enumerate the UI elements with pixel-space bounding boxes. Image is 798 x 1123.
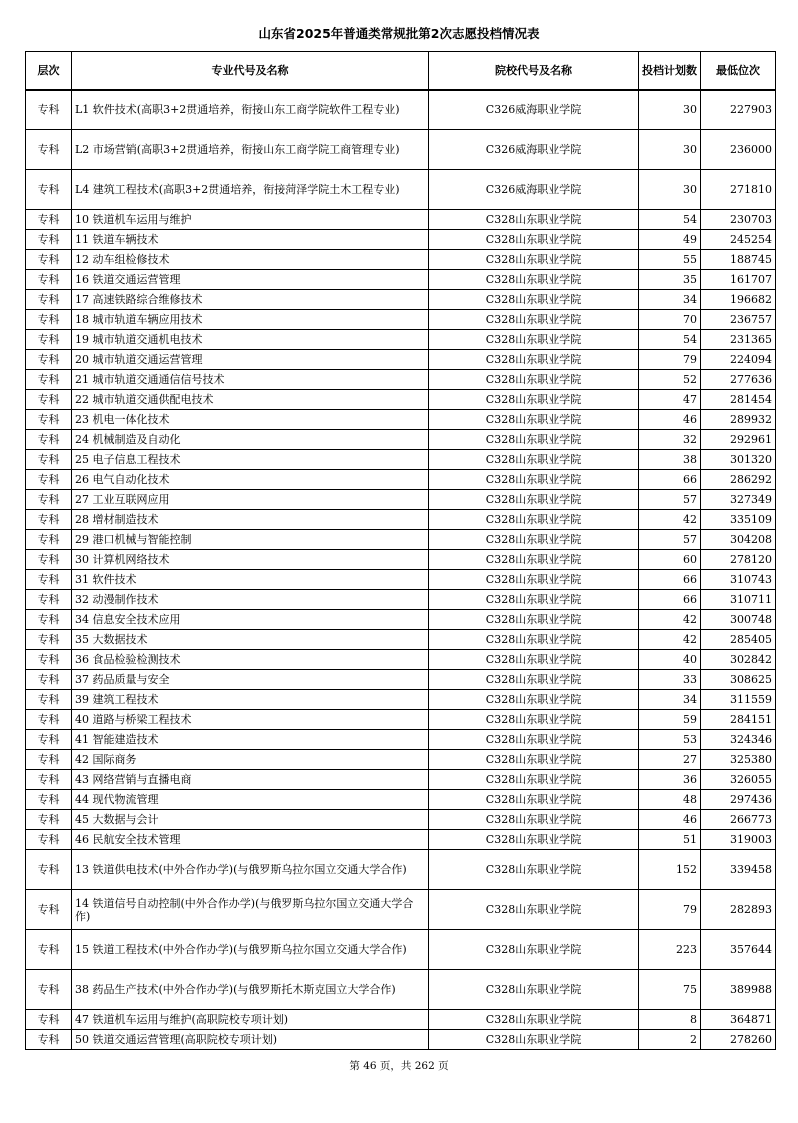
cell-level: 专科 xyxy=(26,490,72,510)
cell-level: 专科 xyxy=(26,170,72,210)
cell-level: 专科 xyxy=(26,370,72,390)
cell-plan: 36 xyxy=(639,770,701,790)
cell-min-rank: 284151 xyxy=(701,710,776,730)
table-row xyxy=(26,530,776,550)
cell-level: 专科 xyxy=(26,570,72,590)
cell-min-rank: 389988 xyxy=(701,970,776,1010)
cell-plan: 66 xyxy=(639,570,701,590)
cell-school: C328山东职业学院 xyxy=(429,350,639,370)
table-row xyxy=(26,730,776,750)
cell-min-rank: 266773 xyxy=(701,810,776,830)
table-row xyxy=(26,670,776,690)
cell-school: C328山东职业学院 xyxy=(429,570,639,590)
cell-min-rank: 230703 xyxy=(701,210,776,230)
cell-school: C328山东职业学院 xyxy=(429,850,639,890)
cell-plan: 49 xyxy=(639,230,701,250)
cell-school: C328山东职业学院 xyxy=(429,550,639,570)
cell-min-rank: 196682 xyxy=(701,290,776,310)
cell-plan: 57 xyxy=(639,530,701,550)
cell-plan: 27 xyxy=(639,750,701,770)
cell-min-rank: 188745 xyxy=(701,250,776,270)
cell-major: 17 高速铁路综合维修技术 xyxy=(72,290,429,310)
cell-major: 11 铁道车辆技术 xyxy=(72,230,429,250)
cell-major: 37 药品质量与安全 xyxy=(72,670,429,690)
cell-level: 专科 xyxy=(26,230,72,250)
table-row xyxy=(26,890,776,930)
cell-school: C328山东职业学院 xyxy=(429,330,639,350)
cell-min-rank: 304208 xyxy=(701,530,776,550)
cell-level: 专科 xyxy=(26,730,72,750)
cell-major: 19 城市轨道交通机电技术 xyxy=(72,330,429,350)
cell-level: 专科 xyxy=(26,430,72,450)
cell-plan: 55 xyxy=(639,250,701,270)
table-row xyxy=(26,750,776,770)
cell-school: C328山东职业学院 xyxy=(429,470,639,490)
cell-major: 40 道路与桥梁工程技术 xyxy=(72,710,429,730)
cell-major: 20 城市轨道交通运营管理 xyxy=(72,350,429,370)
cell-plan: 2 xyxy=(639,1030,701,1050)
cell-major: 28 增材制造技术 xyxy=(72,510,429,530)
cell-major: 12 动车组检修技术 xyxy=(72,250,429,270)
cell-plan: 51 xyxy=(639,830,701,850)
cell-plan: 79 xyxy=(639,890,701,930)
table-row xyxy=(26,310,776,330)
cell-major: 39 建筑工程技术 xyxy=(72,690,429,710)
cell-level: 专科 xyxy=(26,450,72,470)
cell-level: 专科 xyxy=(26,810,72,830)
cell-school: C328山东职业学院 xyxy=(429,390,639,410)
page-title: 山东省2025年普通类常规批第2次志愿投档情况表 xyxy=(258,26,540,41)
cell-plan: 34 xyxy=(639,690,701,710)
cell-plan: 42 xyxy=(639,630,701,650)
cell-major: 30 计算机网络技术 xyxy=(72,550,429,570)
cell-min-rank: 300748 xyxy=(701,610,776,630)
cell-school: C326威海职业学院 xyxy=(429,170,639,210)
cell-major: 23 机电一体化技术 xyxy=(72,410,429,430)
cell-major: 13 铁道供电技术(中外合作办学)(与俄罗斯乌拉尔国立交通大学合作) xyxy=(72,850,429,890)
table-row xyxy=(26,270,776,290)
cell-major: 10 铁道机车运用与维护 xyxy=(72,210,429,230)
cell-major: 31 软件技术 xyxy=(72,570,429,590)
table-row xyxy=(26,510,776,530)
cell-min-rank: 236000 xyxy=(701,130,776,170)
cell-level: 专科 xyxy=(26,1030,72,1050)
cell-min-rank: 278120 xyxy=(701,550,776,570)
header-plan: 投档计划数 xyxy=(639,52,701,90)
cell-level: 专科 xyxy=(26,790,72,810)
cell-min-rank: 364871 xyxy=(701,1010,776,1030)
cell-major: 34 信息安全技术应用 xyxy=(72,610,429,630)
cell-level: 专科 xyxy=(26,350,72,370)
cell-min-rank: 282893 xyxy=(701,890,776,930)
cell-level: 专科 xyxy=(26,390,72,410)
table-row xyxy=(26,650,776,670)
table-body xyxy=(26,90,776,1050)
table-row xyxy=(26,450,776,470)
table-row xyxy=(26,830,776,850)
cell-school: C328山东职业学院 xyxy=(429,630,639,650)
cell-major: 26 电气自动化技术 xyxy=(72,470,429,490)
cell-major: 46 民航安全技术管理 xyxy=(72,830,429,850)
cell-level: 专科 xyxy=(26,690,72,710)
cell-school: C328山东职业学院 xyxy=(429,890,639,930)
cell-major: 38 药品生产技术(中外合作办学)(与俄罗斯托木斯克国立大学合作) xyxy=(72,970,429,1010)
cell-school: C328山东职业学院 xyxy=(429,930,639,970)
cell-plan: 42 xyxy=(639,610,701,630)
table-row xyxy=(26,290,776,310)
cell-major: 45 大数据与会计 xyxy=(72,810,429,830)
cell-min-rank: 327349 xyxy=(701,490,776,510)
cell-plan: 30 xyxy=(639,170,701,210)
cell-major: 50 铁道交通运营管理(高职院校专项计划) xyxy=(72,1030,429,1050)
cell-school: C328山东职业学院 xyxy=(429,830,639,850)
cell-major: 29 港口机械与智能控制 xyxy=(72,530,429,550)
cell-major: 24 机械制造及自动化 xyxy=(72,430,429,450)
cell-plan: 152 xyxy=(639,850,701,890)
cell-min-rank: 339458 xyxy=(701,850,776,890)
cell-min-rank: 231365 xyxy=(701,330,776,350)
cell-plan: 75 xyxy=(639,970,701,1010)
cell-school: C328山东职业学院 xyxy=(429,510,639,530)
cell-min-rank: 310711 xyxy=(701,590,776,610)
cell-plan: 30 xyxy=(639,130,701,170)
cell-plan: 223 xyxy=(639,930,701,970)
table-row xyxy=(26,970,776,1010)
cell-min-rank: 285405 xyxy=(701,630,776,650)
table-row xyxy=(26,770,776,790)
cell-major: 32 动漫制作技术 xyxy=(72,590,429,610)
table-row xyxy=(26,410,776,430)
header-school: 院校代号及名称 xyxy=(429,52,639,90)
cell-min-rank: 302842 xyxy=(701,650,776,670)
cell-major: 36 食品检验检测技术 xyxy=(72,650,429,670)
cell-school: C328山东职业学院 xyxy=(429,670,639,690)
table-row xyxy=(26,350,776,370)
cell-level: 专科 xyxy=(26,710,72,730)
cell-major: L1 软件技术(高职3+2贯通培养，衔接山东工商学院软件工程专业) xyxy=(72,90,429,130)
table-row xyxy=(26,590,776,610)
cell-min-rank: 297436 xyxy=(701,790,776,810)
cell-major: 18 城市轨道车辆应用技术 xyxy=(72,310,429,330)
table-row xyxy=(26,850,776,890)
table-row xyxy=(26,210,776,230)
table-header-row xyxy=(26,52,776,90)
table-row xyxy=(26,790,776,810)
cell-plan: 40 xyxy=(639,650,701,670)
cell-min-rank: 236757 xyxy=(701,310,776,330)
cell-min-rank: 311559 xyxy=(701,690,776,710)
cell-plan: 46 xyxy=(639,810,701,830)
cell-school: C328山东职业学院 xyxy=(429,710,639,730)
cell-level: 专科 xyxy=(26,530,72,550)
table-row xyxy=(26,250,776,270)
header-level: 层次 xyxy=(26,52,72,90)
table-row xyxy=(26,630,776,650)
table-row xyxy=(26,930,776,970)
table-row xyxy=(26,390,776,410)
cell-min-rank: 292961 xyxy=(701,430,776,450)
cell-major: 35 大数据技术 xyxy=(72,630,429,650)
cell-major: 14 铁道信号自动控制(中外合作办学)(与俄罗斯乌拉尔国立交通大学合作) xyxy=(72,890,429,930)
cell-major: 42 国际商务 xyxy=(72,750,429,770)
table-row xyxy=(26,90,776,130)
cell-plan: 54 xyxy=(639,210,701,230)
cell-school: C328山东职业学院 xyxy=(429,410,639,430)
cell-school: C328山东职业学院 xyxy=(429,490,639,510)
cell-min-rank: 310743 xyxy=(701,570,776,590)
cell-level: 专科 xyxy=(26,270,72,290)
cell-school: C328山东职业学院 xyxy=(429,530,639,550)
cell-school: C326威海职业学院 xyxy=(429,90,639,130)
cell-school: C328山东职业学院 xyxy=(429,610,639,630)
table-row xyxy=(26,370,776,390)
table-row xyxy=(26,610,776,630)
cell-level: 专科 xyxy=(26,890,72,930)
cell-school: C328山东职业学院 xyxy=(429,250,639,270)
cell-school: C328山东职业学院 xyxy=(429,690,639,710)
cell-plan: 66 xyxy=(639,590,701,610)
cell-school: C328山东职业学院 xyxy=(429,790,639,810)
cell-school: C328山东职业学院 xyxy=(429,770,639,790)
admission-table xyxy=(25,51,776,1050)
cell-plan: 60 xyxy=(639,550,701,570)
cell-plan: 79 xyxy=(639,350,701,370)
table-row xyxy=(26,690,776,710)
cell-min-rank: 301320 xyxy=(701,450,776,470)
cell-level: 专科 xyxy=(26,630,72,650)
cell-level: 专科 xyxy=(26,330,72,350)
cell-plan: 35 xyxy=(639,270,701,290)
cell-major: 21 城市轨道交通通信信号技术 xyxy=(72,370,429,390)
table-row xyxy=(26,710,776,730)
cell-school: C328山东职业学院 xyxy=(429,450,639,470)
cell-level: 专科 xyxy=(26,670,72,690)
cell-plan: 48 xyxy=(639,790,701,810)
cell-level: 专科 xyxy=(26,510,72,530)
cell-level: 专科 xyxy=(26,310,72,330)
cell-level: 专科 xyxy=(26,650,72,670)
cell-level: 专科 xyxy=(26,90,72,130)
cell-major: L4 建筑工程技术(高职3+2贯通培养，衔接菏泽学院土木工程专业) xyxy=(72,170,429,210)
table-row xyxy=(26,570,776,590)
cell-level: 专科 xyxy=(26,970,72,1010)
cell-min-rank: 286292 xyxy=(701,470,776,490)
cell-level: 专科 xyxy=(26,850,72,890)
cell-min-rank: 278260 xyxy=(701,1030,776,1050)
cell-major: 16 铁道交通运营管理 xyxy=(72,270,429,290)
cell-major: 44 现代物流管理 xyxy=(72,790,429,810)
cell-min-rank: 277636 xyxy=(701,370,776,390)
cell-major: 27 工业互联网应用 xyxy=(72,490,429,510)
cell-min-rank: 224094 xyxy=(701,350,776,370)
cell-min-rank: 357644 xyxy=(701,930,776,970)
cell-min-rank: 245254 xyxy=(701,230,776,250)
header-major: 专业代号及名称 xyxy=(72,52,429,90)
cell-school: C328山东职业学院 xyxy=(429,270,639,290)
cell-major: 22 城市轨道交通供配电技术 xyxy=(72,390,429,410)
page-footer: 第 46 页，共 262 页 xyxy=(349,1060,449,1072)
cell-plan: 70 xyxy=(639,310,701,330)
cell-school: C328山东职业学院 xyxy=(429,230,639,250)
cell-plan: 47 xyxy=(639,390,701,410)
cell-min-rank: 319003 xyxy=(701,830,776,850)
cell-min-rank: 161707 xyxy=(701,270,776,290)
cell-min-rank: 335109 xyxy=(701,510,776,530)
cell-school: C326威海职业学院 xyxy=(429,130,639,170)
table-row xyxy=(26,810,776,830)
cell-school: C328山东职业学院 xyxy=(429,810,639,830)
cell-plan: 66 xyxy=(639,470,701,490)
cell-level: 专科 xyxy=(26,590,72,610)
cell-school: C328山东职业学院 xyxy=(429,970,639,1010)
cell-level: 专科 xyxy=(26,830,72,850)
cell-school: C328山东职业学院 xyxy=(429,370,639,390)
cell-plan: 57 xyxy=(639,490,701,510)
cell-min-rank: 271810 xyxy=(701,170,776,210)
cell-min-rank: 325380 xyxy=(701,750,776,770)
cell-plan: 30 xyxy=(639,90,701,130)
cell-plan: 33 xyxy=(639,670,701,690)
cell-major: 25 电子信息工程技术 xyxy=(72,450,429,470)
cell-major: 41 智能建造技术 xyxy=(72,730,429,750)
cell-school: C328山东职业学院 xyxy=(429,650,639,670)
cell-min-rank: 289932 xyxy=(701,410,776,430)
cell-plan: 34 xyxy=(639,290,701,310)
cell-level: 专科 xyxy=(26,470,72,490)
cell-level: 专科 xyxy=(26,210,72,230)
table-row xyxy=(26,230,776,250)
cell-min-rank: 281454 xyxy=(701,390,776,410)
table-row xyxy=(26,130,776,170)
cell-major: L2 市场营销(高职3+2贯通培养，衔接山东工商学院工商管理专业) xyxy=(72,130,429,170)
cell-major: 15 铁道工程技术(中外合作办学)(与俄罗斯乌拉尔国立交通大学合作) xyxy=(72,930,429,970)
cell-school: C328山东职业学院 xyxy=(429,210,639,230)
table-row xyxy=(26,1010,776,1030)
cell-school: C328山东职业学院 xyxy=(429,310,639,330)
table-row xyxy=(26,490,776,510)
table-row xyxy=(26,470,776,490)
cell-level: 专科 xyxy=(26,130,72,170)
table-row xyxy=(26,1030,776,1050)
cell-plan: 8 xyxy=(639,1010,701,1030)
cell-plan: 59 xyxy=(639,710,701,730)
cell-level: 专科 xyxy=(26,250,72,270)
cell-plan: 46 xyxy=(639,410,701,430)
cell-level: 专科 xyxy=(26,750,72,770)
cell-major: 47 铁道机车运用与维护(高职院校专项计划) xyxy=(72,1010,429,1030)
cell-level: 专科 xyxy=(26,550,72,570)
cell-major: 43 网络营销与直播电商 xyxy=(72,770,429,790)
cell-plan: 38 xyxy=(639,450,701,470)
header-min-rank: 最低位次 xyxy=(701,52,776,90)
cell-school: C328山东职业学院 xyxy=(429,590,639,610)
cell-school: C328山东职业学院 xyxy=(429,730,639,750)
cell-school: C328山东职业学院 xyxy=(429,430,639,450)
cell-plan: 42 xyxy=(639,510,701,530)
cell-level: 专科 xyxy=(26,290,72,310)
cell-plan: 53 xyxy=(639,730,701,750)
cell-school: C328山东职业学院 xyxy=(429,750,639,770)
cell-min-rank: 227903 xyxy=(701,90,776,130)
cell-plan: 52 xyxy=(639,370,701,390)
table-row xyxy=(26,430,776,450)
cell-level: 专科 xyxy=(26,1010,72,1030)
cell-plan: 54 xyxy=(639,330,701,350)
cell-level: 专科 xyxy=(26,610,72,630)
cell-min-rank: 324346 xyxy=(701,730,776,750)
cell-school: C328山东职业学院 xyxy=(429,290,639,310)
cell-level: 专科 xyxy=(26,770,72,790)
table-row xyxy=(26,330,776,350)
cell-level: 专科 xyxy=(26,410,72,430)
cell-plan: 32 xyxy=(639,430,701,450)
table-row xyxy=(26,550,776,570)
cell-level: 专科 xyxy=(26,930,72,970)
cell-min-rank: 326055 xyxy=(701,770,776,790)
cell-school: C328山东职业学院 xyxy=(429,1030,639,1050)
table-row xyxy=(26,170,776,210)
cell-school: C328山东职业学院 xyxy=(429,1010,639,1030)
cell-min-rank: 308625 xyxy=(701,670,776,690)
